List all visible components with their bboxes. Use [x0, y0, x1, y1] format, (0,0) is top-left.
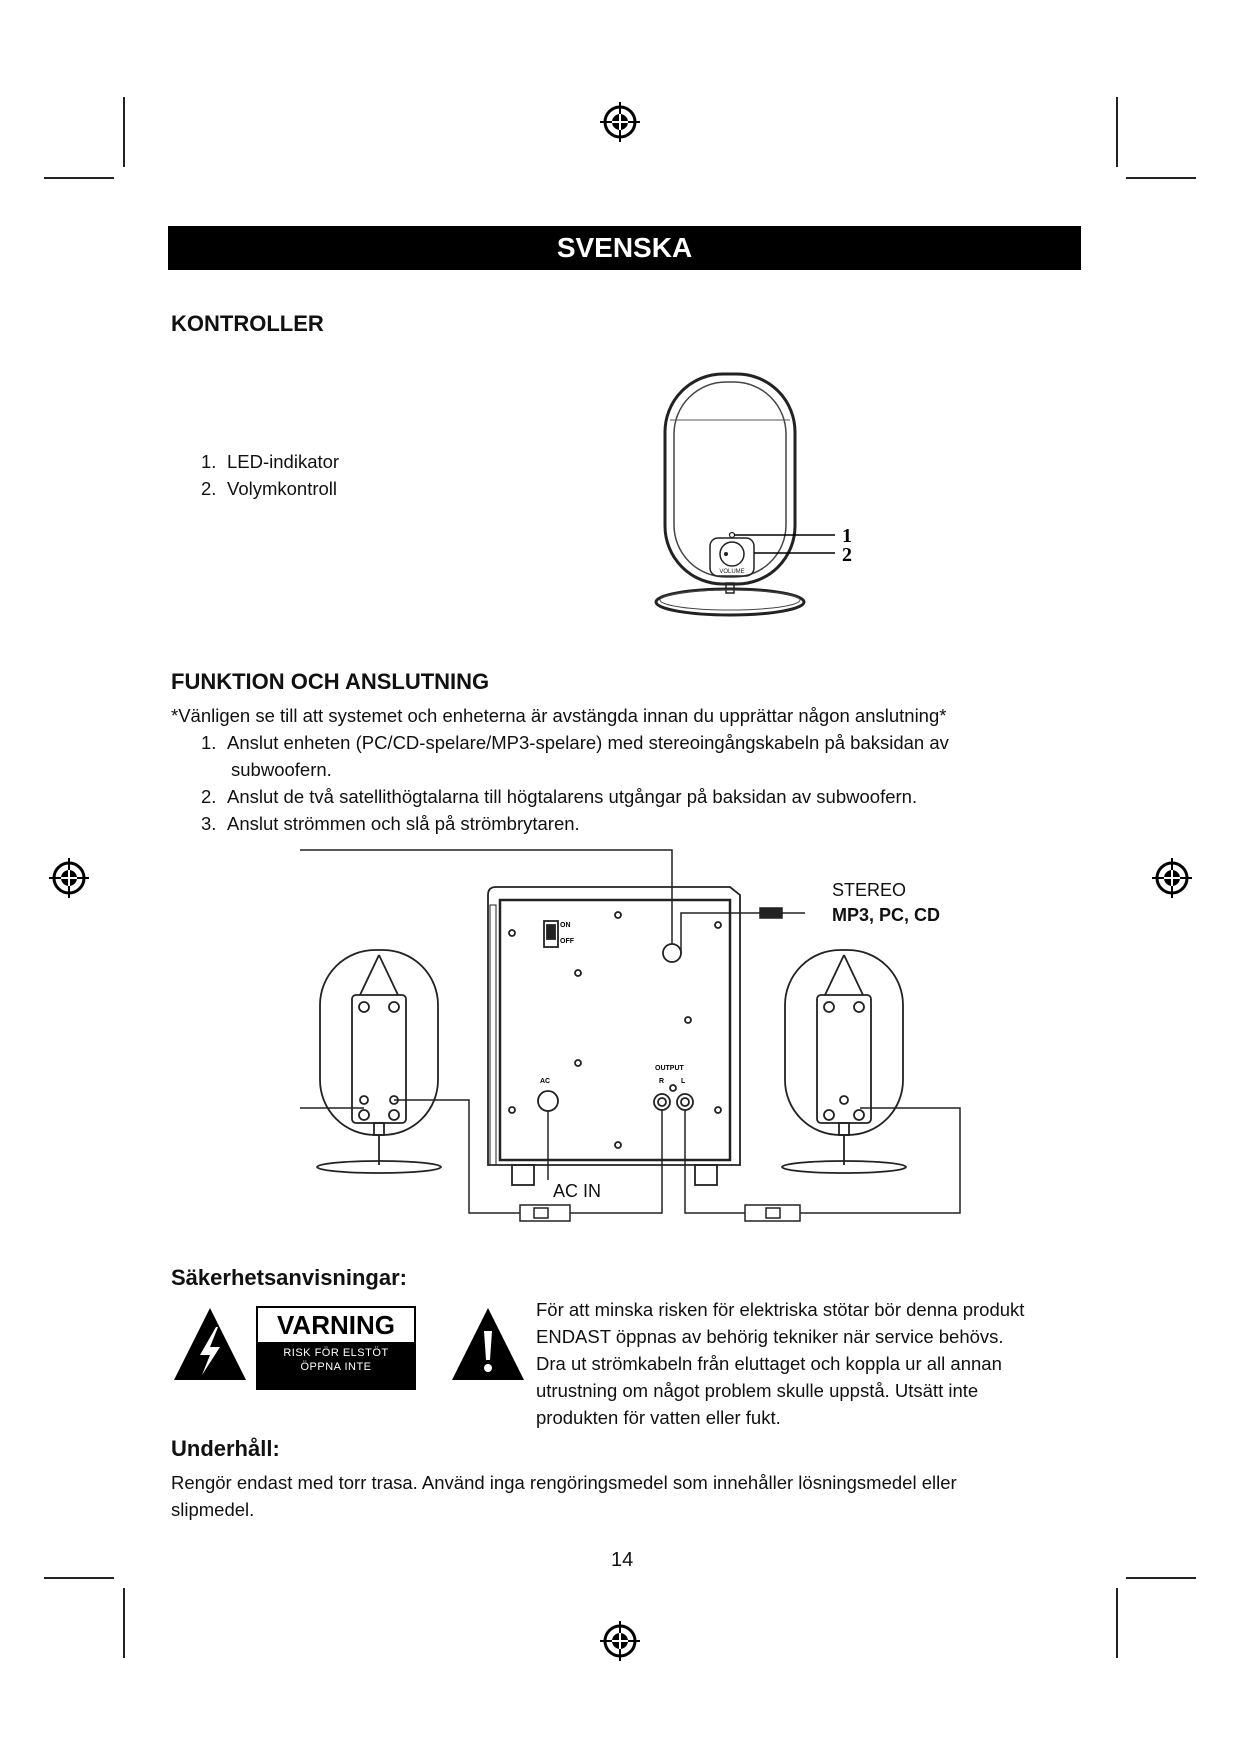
safety-line: produkten för vatten eller fukt. [536, 1407, 781, 1428]
registration-mark-right-icon [1150, 856, 1194, 900]
maintenance-line: Rengör endast med torr trasa. Använd inga rengöringsmedel som innehåller lösningsmedel eller [171, 1472, 957, 1493]
kontroller-list [201, 448, 339, 502]
list-item [201, 783, 949, 810]
registration-mark-left-icon [47, 856, 91, 900]
maintenance-text [171, 1469, 957, 1523]
led-indicator [730, 533, 735, 538]
output-r-label: R [659, 1078, 665, 1085]
warning-line-1: RISK FÖR ELSTÖT [283, 1347, 389, 1359]
list-item-label: Volymkontroll [227, 478, 338, 499]
warning-title: VARNING [258, 1308, 414, 1342]
list-item-number: 1. [201, 732, 217, 753]
funktion-note: *Vänligen se till att systemet och enheterna är avstängda innan du upprättar någon anslutning* [171, 705, 947, 726]
callout-1: 1 [842, 525, 852, 547]
list-item-number: 1. [201, 451, 217, 472]
list-item [201, 729, 949, 756]
list-item-text: Anslut strömmen och slå på strömbrytaren. [227, 813, 580, 834]
registration-mark-top-icon [598, 100, 642, 144]
funktion-heading: FUNKTION OCH ANSLUTNING [171, 669, 490, 694]
list-item-text: subwoofern. [231, 759, 332, 780]
list-item-label: LED-indikator [227, 451, 340, 472]
safety-line: utrustning om något problem skulle uppstå. Utsätt inte [536, 1380, 979, 1401]
safety-heading: Säkerhetsanvisningar: [171, 1265, 407, 1290]
page-number: 14 [611, 1549, 634, 1571]
on-label: ON [560, 922, 571, 929]
left-satellite-speaker [317, 950, 441, 1173]
subwoofer [488, 887, 740, 1185]
exclamation-warning-icon [450, 1305, 526, 1383]
crop-mark-top-right-v [1116, 97, 1118, 167]
output-l-label: L [681, 1078, 686, 1085]
list-item-text: Anslut enheten (PC/CD-spelare/MP3-spelare) med stereoingångskabeln på baksidan av [227, 732, 949, 753]
list-item [201, 810, 949, 837]
list-item-continuation [201, 756, 949, 783]
crop-mark-bottom-right-v [1116, 1588, 1118, 1658]
stereo-label: STEREO [832, 880, 907, 900]
list-item-text: Anslut de två satellithögtalarna till högtalarens utgångar på baksidan av subwoofern. [227, 786, 918, 807]
lightning-warning-icon [172, 1305, 248, 1383]
list-item-number: 2. [201, 478, 217, 499]
ac-in-label: AC IN [553, 1181, 602, 1201]
crop-mark-bottom-left-h [44, 1577, 114, 1579]
list-item [201, 475, 339, 502]
output-label: OUTPUT [655, 1065, 684, 1072]
warning-subtitle [258, 1342, 414, 1388]
safety-text [536, 1296, 1024, 1431]
off-label: OFF [560, 938, 574, 945]
connection-diagram [300, 845, 980, 1235]
warning-line-2: ÖPPNA INTE [300, 1361, 372, 1373]
funktion-steps [201, 729, 949, 837]
list-item-number: 3. [201, 813, 217, 834]
crop-mark-top-left-v [123, 97, 125, 167]
ac-label: AC [540, 1078, 551, 1085]
sources-label: MP3, PC, CD [832, 905, 941, 925]
safety-line: Dra ut strömkabeln från eluttaget och koppla ur all annan [536, 1353, 1002, 1374]
safety-line: ENDAST öppnas av behörig tekniker när service behövs. [536, 1326, 1004, 1347]
language-banner: SVENSKA [168, 226, 1081, 270]
kontroller-heading: KONTROLLER [171, 311, 324, 336]
right-satellite-speaker [782, 950, 906, 1173]
crop-mark-bottom-left-v [123, 1588, 125, 1658]
maintenance-line: slipmedel. [171, 1499, 255, 1520]
maintenance-heading: Underhåll: [171, 1436, 280, 1461]
knob-label: VOLUME [719, 569, 745, 575]
list-item-number: 2. [201, 786, 217, 807]
list-item [201, 448, 339, 475]
registration-mark-bottom-icon [598, 1619, 642, 1663]
crop-mark-top-left-h [44, 177, 114, 179]
crop-mark-top-right-h [1126, 177, 1196, 179]
warning-label-box [256, 1306, 416, 1390]
crop-mark-bottom-right-h [1126, 1577, 1196, 1579]
volume-knob [720, 542, 744, 566]
callout-2: 2 [842, 544, 852, 566]
safety-line: För att minska risken för elektriska stötar bör denna produkt [536, 1299, 1025, 1320]
speaker-front-illustration [650, 370, 865, 620]
